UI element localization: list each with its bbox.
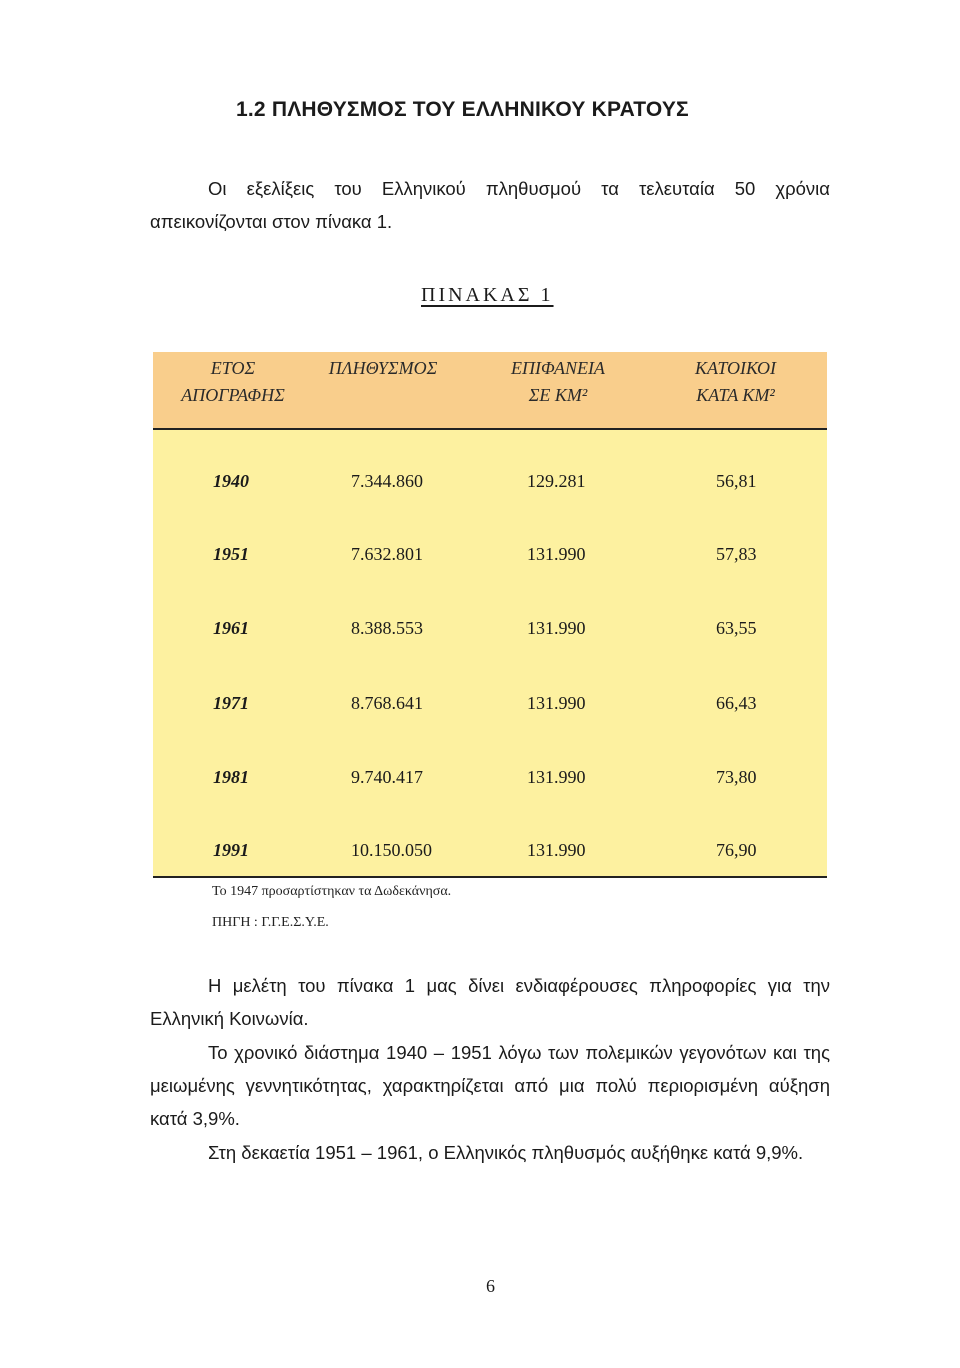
cell-year: 1940 [213, 471, 249, 491]
study-text: Η μελέτη του πίνακα 1 μας δίνει ενδιαφέρουσες πληροφορίες για την Ελληνική Κοινωνία. [150, 975, 830, 1029]
header-year-line1: ΕΤΟΣ [210, 358, 256, 378]
header-density [653, 358, 818, 406]
cell-year: 1991 [213, 840, 249, 860]
table-note: Το 1947 προσαρτίστηκαν τα Δωδεκάνησα. [212, 884, 452, 899]
cell-population: 8.388.553 [351, 618, 423, 638]
cell-density: 76,90 [716, 840, 757, 860]
intro-paragraph [150, 172, 830, 238]
cell-population: 7.344.860 [351, 471, 423, 491]
cell-area: 131.990 [527, 544, 586, 564]
cell-population: 7.632.801 [351, 544, 423, 564]
cell-density: 57,83 [716, 544, 757, 564]
header-year-line2: ΑΠΟΓΡΑΦΗΣ [181, 385, 285, 405]
cell-area: 131.990 [527, 618, 586, 638]
table-row [153, 693, 827, 723]
table-row [153, 840, 827, 870]
period-text: Το χρονικό διάστημα 1940 – 1951 λόγω των πολεμικών γεγονότων και της μειωμένης γεννητικότητας, χαρακτηρίζεται από μια πολύ περιορισμένη αύξηση κατά 3,9%. [150, 1042, 830, 1129]
header-year [153, 358, 313, 406]
cell-density: 73,80 [716, 767, 757, 787]
cell-area: 131.990 [527, 767, 586, 787]
table-bottom-rule [153, 876, 827, 878]
table-row [153, 544, 827, 574]
section-heading: 1.2 ΠΛΗΘΥΣΜΟΣ ΤΟΥ ΕΛΛΗΝΙΚΟΥ ΚΡΑΤΟΥΣ [236, 98, 689, 121]
cell-population: 8.768.641 [351, 693, 423, 713]
header-area-line1: ΕΠΙΦΑΝΕΙΑ [511, 358, 605, 378]
cell-population: 9.740.417 [351, 767, 423, 787]
cell-area: 129.281 [527, 471, 586, 491]
table-row [153, 767, 827, 797]
table-row [153, 618, 827, 648]
table-row [153, 471, 827, 501]
header-density-line2: ΚΑΤΑ ΚΜ² [696, 385, 775, 405]
decade-text: Στη δεκαετία 1951 – 1961, ο Ελληνικός πληθυσμός αυξήθηκε κατά 9,9%. [208, 1142, 804, 1163]
header-area-line2: ΣΕ ΚΜ² [528, 385, 588, 405]
intro-text: Οι εξελίξεις του Ελληνικού πληθυσμού τα τελευταία 50 χρόνια απεικονίζονται στον πίνακα 1. [150, 178, 830, 232]
page-number: 6 [486, 1276, 495, 1296]
cell-density: 63,55 [716, 618, 757, 638]
cell-year: 1981 [213, 767, 249, 787]
cell-year: 1971 [213, 693, 249, 713]
header-density-line1: ΚΑΤΟΙΚΟΙ [694, 358, 777, 378]
cell-year: 1961 [213, 618, 249, 638]
cell-area: 131.990 [527, 693, 586, 713]
cell-density: 66,43 [716, 693, 757, 713]
table-title: ΠΙΝΑΚΑΣ 1 [421, 284, 554, 306]
cell-year: 1951 [213, 544, 249, 564]
header-area [483, 358, 633, 406]
study-paragraph [150, 969, 830, 1035]
header-population-label: ΠΛΗΘΥΣΜΟΣ [328, 358, 438, 378]
table-source: ΠΗΓΗ : Γ.Γ.Ε.Σ.Υ.Ε. [212, 915, 329, 930]
population-table [153, 352, 827, 877]
cell-area: 131.990 [527, 840, 586, 860]
decade-paragraph [150, 1136, 830, 1169]
cell-population: 10.150.050 [351, 840, 432, 860]
header-population [313, 358, 453, 379]
cell-density: 56,81 [716, 471, 757, 491]
period-paragraph [150, 1036, 830, 1135]
table-header [153, 352, 827, 430]
